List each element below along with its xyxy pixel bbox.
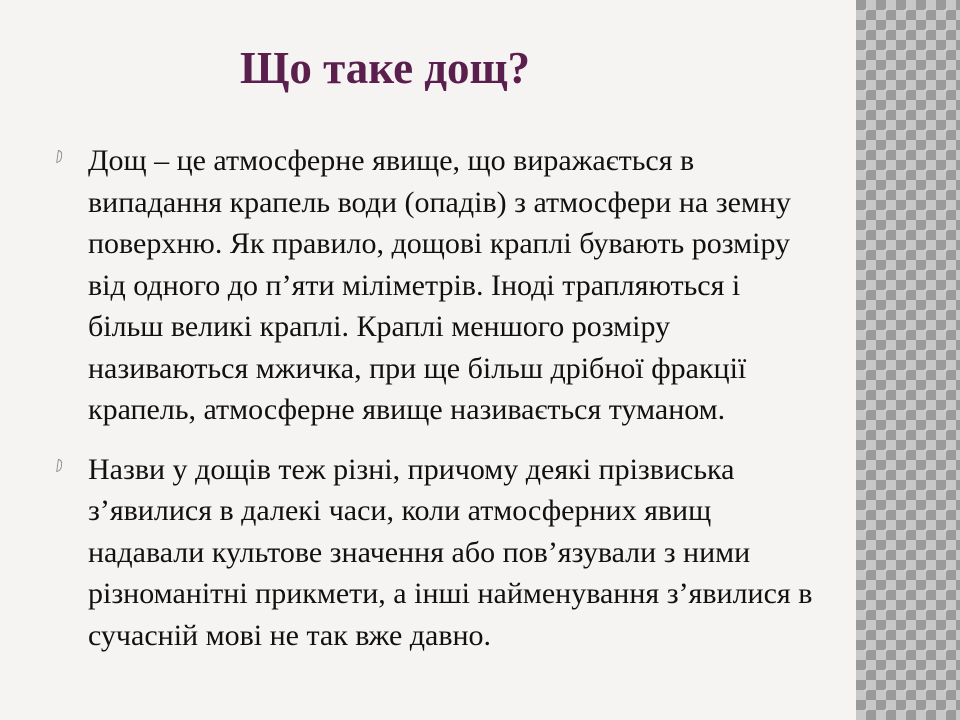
slide-title: Що таке дощ? (239, 43, 531, 93)
bullet-text: Дощ – це атмосферне явище, що виражається в випадання крапель води (опадів) з атмосфери на земну поверхню. Як правило, дощові краплі бувають розміру від одного до п’яти міліметрів. Іноді трапляються і більш великі краплі. Краплі меншого розміру називаються мжичка, при ще більш дрібної фракції крапель, атмосферне явище називається туманом. (88, 144, 791, 426)
bullet-item (54, 449, 814, 657)
bullet-icon (56, 459, 64, 475)
slide-content (54, 140, 814, 674)
bullet-item (54, 140, 814, 431)
checker-pattern-icon (856, 0, 960, 720)
bullet-text: Назви у дощів теж різні, причому деякі прізвиська з’явилися в далекі часи, коли атмосферних явищ надавали культове значення або пов’язували з ними різноманітні прикмети, а інші найменування з’явилися в сучасній мові не так вже давно. (88, 452, 813, 652)
bullet-icon (56, 150, 64, 166)
